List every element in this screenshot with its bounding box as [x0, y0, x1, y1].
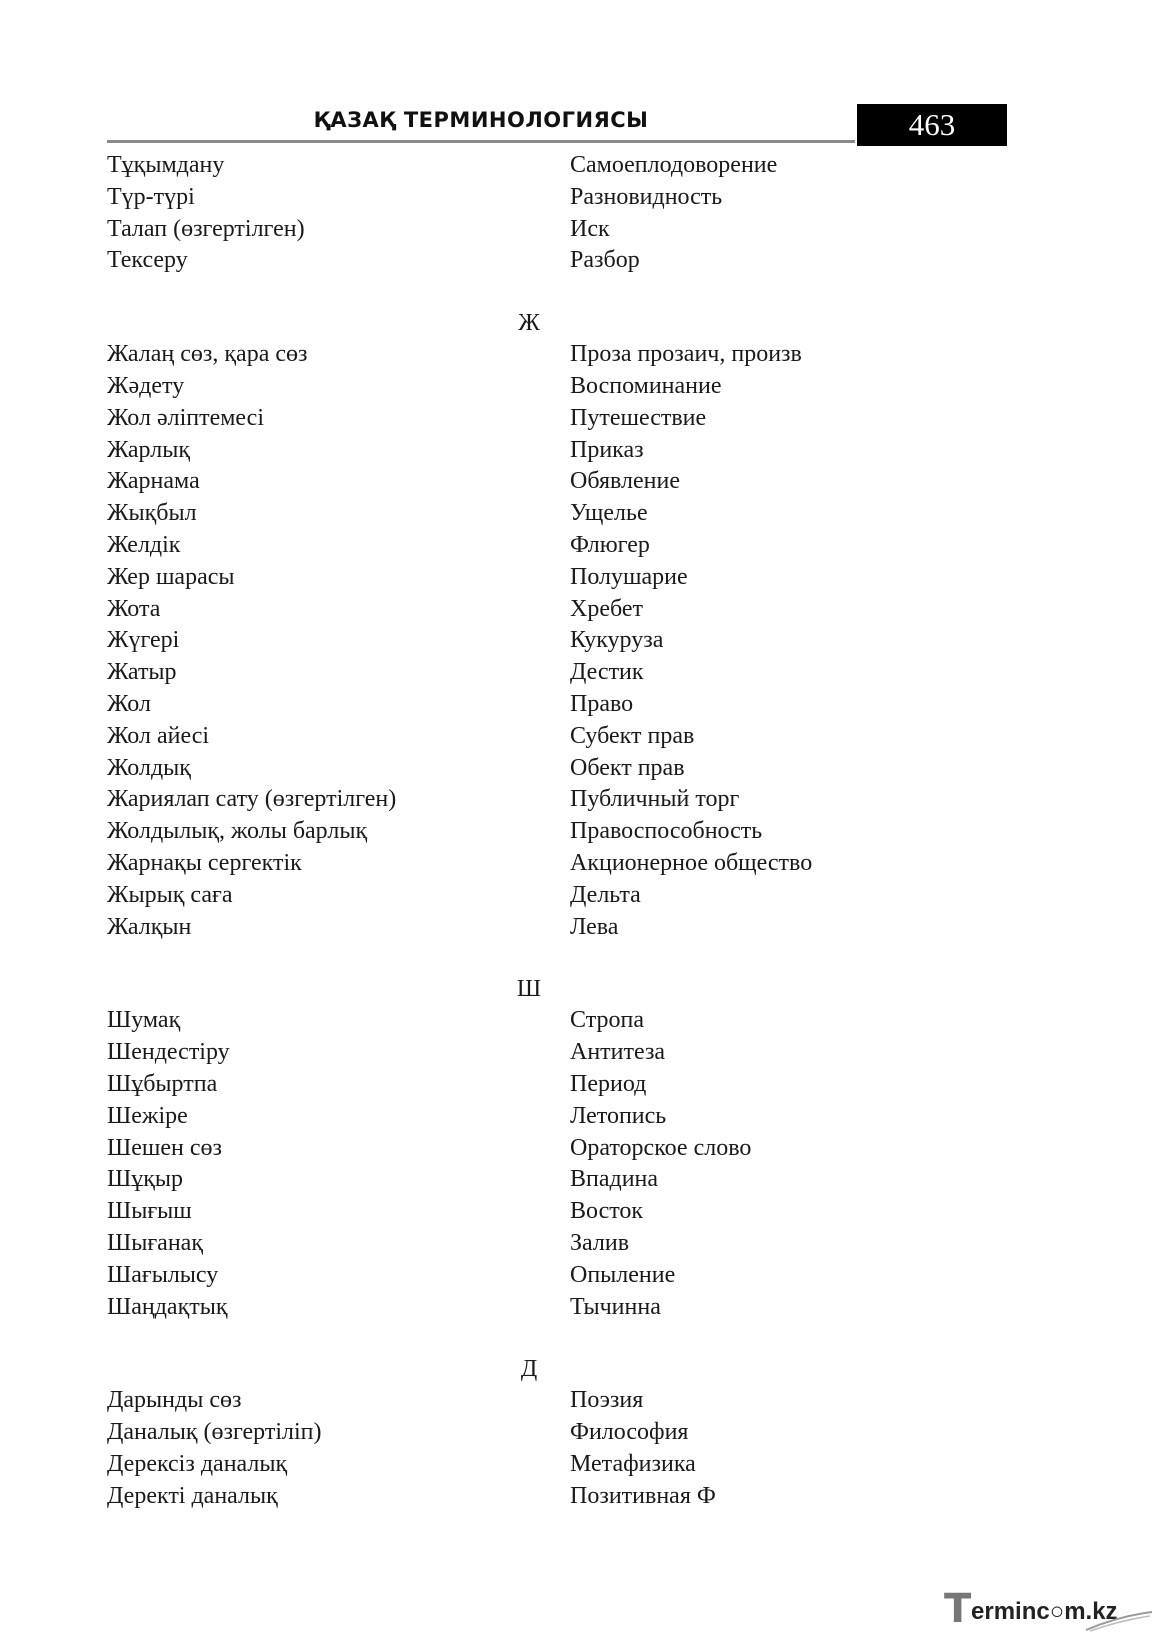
kazakh-term: Желдік	[107, 531, 181, 558]
term-row	[107, 816, 957, 848]
kazakh-term: Жарнақы сергектік	[107, 849, 302, 876]
russian-term: Философия	[570, 1419, 689, 1446]
russian-term: Правоспособность	[570, 818, 763, 845]
term-row	[107, 1101, 957, 1133]
section-d	[107, 1353, 957, 1512]
kazakh-term: Жол айесі	[107, 722, 210, 749]
term-row	[107, 339, 957, 371]
russian-term: Самоеплодоворение	[570, 152, 778, 178]
kazakh-term: Жол	[107, 690, 151, 717]
section-letter: Ш	[516, 976, 542, 1003]
russian-term: Обявление	[570, 468, 680, 495]
russian-term: Публичный торг	[570, 786, 740, 813]
russian-term: Летопись	[570, 1102, 667, 1129]
book-title: ҚАЗАҚ ТЕРМИНОЛОГИЯСЫ	[313, 108, 649, 132]
russian-term: Обект прав	[570, 754, 685, 781]
kazakh-term: Шұқыр	[107, 1166, 183, 1193]
russian-term: Приказ	[570, 436, 644, 463]
term-row	[107, 848, 957, 880]
term-row	[107, 245, 957, 277]
russian-term: Кукуруза	[570, 627, 664, 654]
kazakh-term: Деректі даналық	[107, 1482, 278, 1509]
term-row	[107, 721, 957, 753]
kazakh-term: Жалқын	[107, 913, 192, 940]
kazakh-term: Жәдету	[107, 372, 185, 399]
glossary-content	[107, 150, 957, 1512]
term-row	[107, 371, 957, 403]
running-header	[107, 104, 1007, 146]
kazakh-term: Жалаң сөз, қара сөз	[107, 341, 308, 368]
term-row	[107, 689, 957, 721]
russian-term: Разновидность	[570, 183, 723, 210]
russian-term: Дестик	[570, 659, 644, 686]
term-row	[107, 1385, 957, 1417]
term-row	[107, 1005, 957, 1037]
russian-term: Дельта	[570, 881, 641, 908]
russian-term: Ущелье	[570, 500, 648, 527]
russian-term: Полушарие	[570, 563, 688, 590]
watermark-logo-letter: T	[944, 1586, 972, 1632]
term-row	[107, 435, 957, 467]
kazakh-term: Шумақ	[107, 1007, 181, 1034]
russian-term: Залив	[570, 1229, 630, 1256]
term-row	[107, 1417, 957, 1449]
term-row	[107, 625, 957, 657]
russian-term: Стропа	[570, 1007, 644, 1034]
russian-term: Впадина	[570, 1166, 659, 1193]
term-row	[107, 880, 957, 912]
kazakh-term: Түр-түрі	[107, 183, 195, 210]
section-zh	[107, 307, 957, 943]
kazakh-term: Жер шарасы	[107, 563, 235, 590]
term-row	[107, 466, 957, 498]
kazakh-term: Жолдық	[107, 754, 191, 781]
term-row	[107, 1164, 957, 1196]
russian-term: Флюгер	[570, 531, 650, 558]
term-row	[107, 1228, 957, 1260]
header-rule	[107, 140, 855, 143]
russian-term: Тычинна	[570, 1293, 661, 1320]
term-row	[107, 1037, 957, 1069]
russian-term: Иск	[570, 215, 610, 242]
term-row	[107, 1481, 957, 1513]
section-letter: Ж	[518, 310, 540, 337]
kazakh-term: Дерексіз даналық	[107, 1450, 288, 1477]
russian-term: Ораторское слово	[570, 1134, 752, 1161]
term-row	[107, 1196, 957, 1228]
russian-term: Опыление	[570, 1261, 676, 1288]
kazakh-term: Шежіре	[107, 1102, 188, 1129]
term-row	[107, 182, 957, 214]
term-row	[107, 1449, 957, 1481]
russian-term: Поэзия	[570, 1387, 644, 1414]
russian-term: Воспоминание	[570, 372, 722, 399]
section-t	[107, 150, 957, 277]
site-watermark	[944, 1586, 1154, 1632]
russian-term: Акционерное общество	[570, 849, 813, 876]
section-letter: Д	[520, 1356, 538, 1383]
term-row	[107, 594, 957, 626]
russian-term: Право	[570, 690, 634, 717]
kazakh-term: Шешен сөз	[107, 1134, 222, 1161]
kazakh-term: Шендестіру	[107, 1039, 230, 1066]
kazakh-term: Шығыш	[107, 1198, 192, 1225]
term-row	[107, 912, 957, 944]
russian-term: Разбор	[570, 247, 640, 274]
term-row	[107, 562, 957, 594]
section-sh	[107, 973, 957, 1323]
russian-term: Хребет	[570, 595, 644, 622]
kazakh-term: Жарлық	[107, 436, 191, 463]
kazakh-term: Шағылысу	[107, 1261, 219, 1288]
kazakh-term: Жариялап сату (өзгертілген)	[107, 786, 397, 813]
kazakh-term: Жүгері	[107, 627, 180, 654]
term-row	[107, 214, 957, 246]
page-number: 463	[857, 104, 1007, 146]
term-row	[107, 1133, 957, 1165]
kazakh-term: Шаңдақтық	[107, 1293, 228, 1320]
russian-term: Период	[570, 1070, 647, 1097]
kazakh-term: Даналық (өзгертіліп)	[107, 1419, 322, 1446]
term-row	[107, 150, 957, 182]
kazakh-term: Жол әліптемесі	[107, 404, 264, 431]
kazakh-term: Жота	[107, 595, 161, 622]
kazakh-term: Шығанақ	[107, 1229, 203, 1256]
russian-term: Восток	[570, 1198, 644, 1225]
kazakh-term: Жықбыл	[107, 500, 197, 527]
russian-term: Метафизика	[570, 1450, 696, 1477]
russian-term: Позитивная Ф	[570, 1482, 716, 1509]
kazakh-term: Жарнама	[107, 468, 200, 495]
term-row	[107, 498, 957, 530]
term-row	[107, 1292, 957, 1324]
kazakh-term: Тұқымдану	[107, 152, 225, 178]
term-row	[107, 1260, 957, 1292]
term-row	[107, 784, 957, 816]
kazakh-term: Жолдылық, жолы барлық	[107, 818, 368, 845]
term-row	[107, 657, 957, 689]
term-row	[107, 1069, 957, 1101]
watermark-logo-text: erminc○m.kz	[971, 1598, 1118, 1625]
kazakh-term: Талап (өзгертілген)	[107, 215, 305, 242]
term-row	[107, 403, 957, 435]
russian-term: Антитеза	[570, 1039, 666, 1066]
kazakh-term: Дарынды сөз	[107, 1387, 242, 1414]
kazakh-term: Жырық саға	[107, 881, 233, 908]
russian-term: Лева	[570, 913, 619, 940]
term-row	[107, 753, 957, 785]
russian-term: Путешествие	[570, 404, 707, 431]
swoosh-icon	[1084, 1610, 1154, 1632]
russian-term: Проза прозаич, произв	[570, 341, 802, 368]
kazakh-term: Тексеру	[107, 247, 188, 274]
kazakh-term: Жатыр	[107, 659, 177, 686]
term-row	[107, 530, 957, 562]
kazakh-term: Шұбыртпа	[107, 1070, 218, 1097]
russian-term: Субект прав	[570, 722, 695, 749]
